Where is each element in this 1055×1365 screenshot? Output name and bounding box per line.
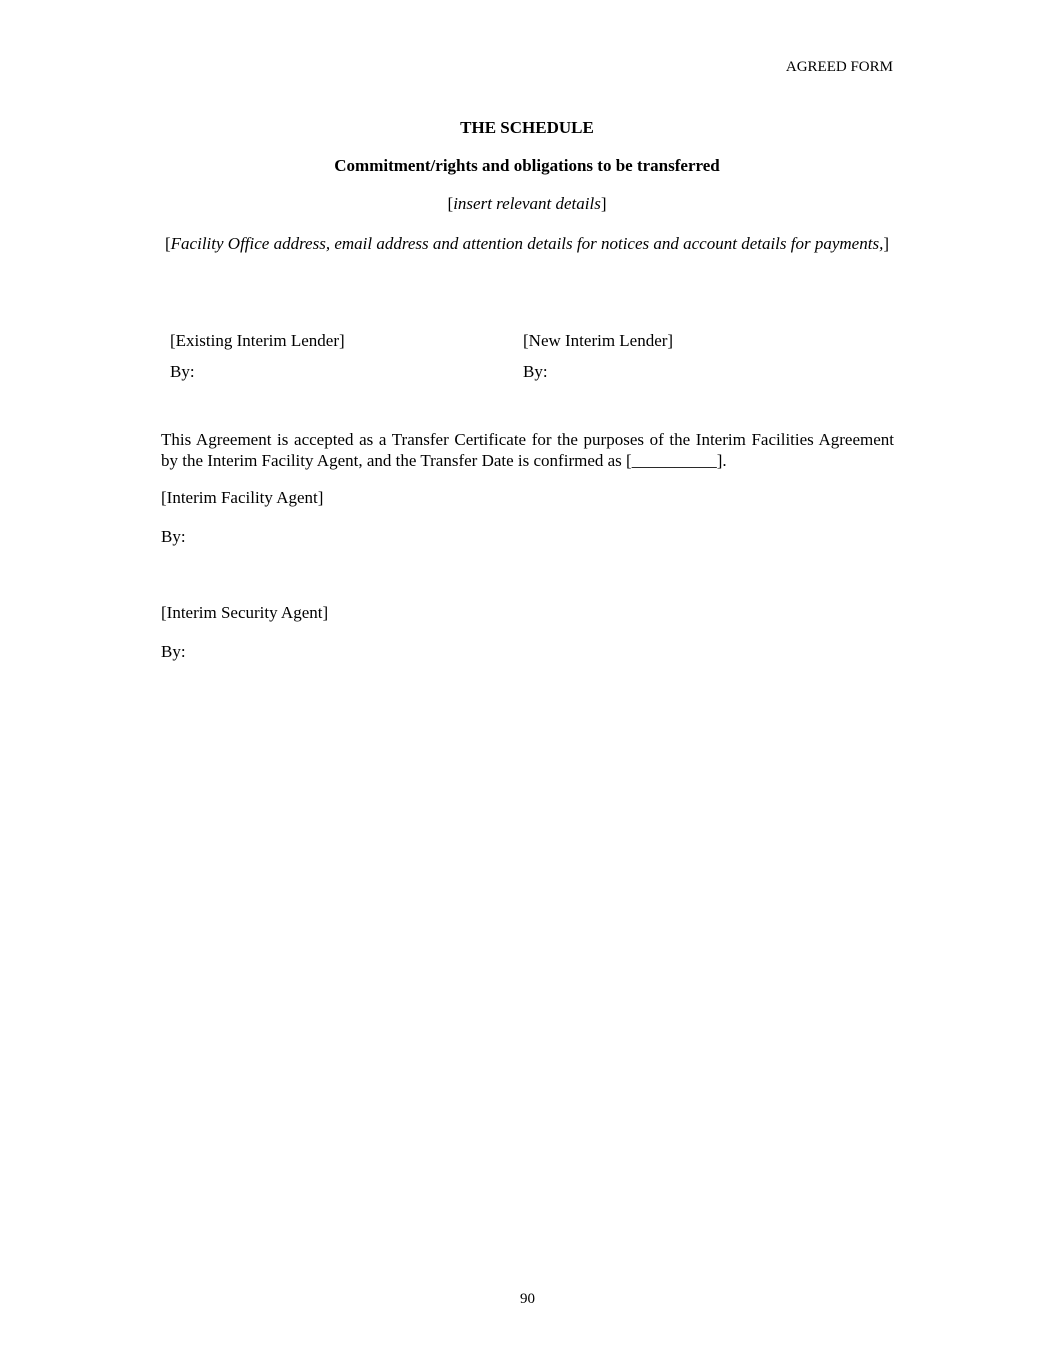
bracket-close: ] (600, 194, 607, 213)
bracket-open: [ (447, 194, 454, 213)
security-agent-signature-line: By: (161, 642, 186, 661)
new-lender-label: [New Interim Lender] (523, 331, 674, 350)
page-number: 90 (520, 1291, 535, 1307)
facility-office-note (160, 233, 894, 254)
acceptance-paragraph: This Agreement is accepted as a Transfer Certificate for the purposes of the Interim Facilities Agreement by the Interim Facility Agent, and the Transfer Date is confirmed as [__________]. (161, 430, 894, 470)
security-agent-label: [Interim Security Agent] (161, 603, 329, 622)
new-lender-signature-line: By: (523, 362, 548, 381)
bracket-open: [ (165, 234, 171, 253)
facility-agent-label: [Interim Facility Agent] (161, 488, 324, 507)
facility-office-note-text: Facility Office address, email address and attention details for notices and account details for payments, (170, 234, 884, 253)
insert-details-text: insert relevant details (453, 194, 601, 213)
schedule-title: THE SCHEDULE (460, 118, 594, 137)
facility-agent-signature-line: By: (161, 527, 186, 546)
schedule-subtitle: Commitment/rights and obligations to be transferred (334, 156, 720, 175)
agreed-form-label: AGREED FORM (785, 59, 893, 75)
bracket-close: ] (883, 234, 889, 253)
existing-lender-signature-line: By: (170, 362, 195, 381)
insert-details-placeholder (160, 194, 894, 214)
existing-lender-label: [Existing Interim Lender] (170, 331, 345, 350)
